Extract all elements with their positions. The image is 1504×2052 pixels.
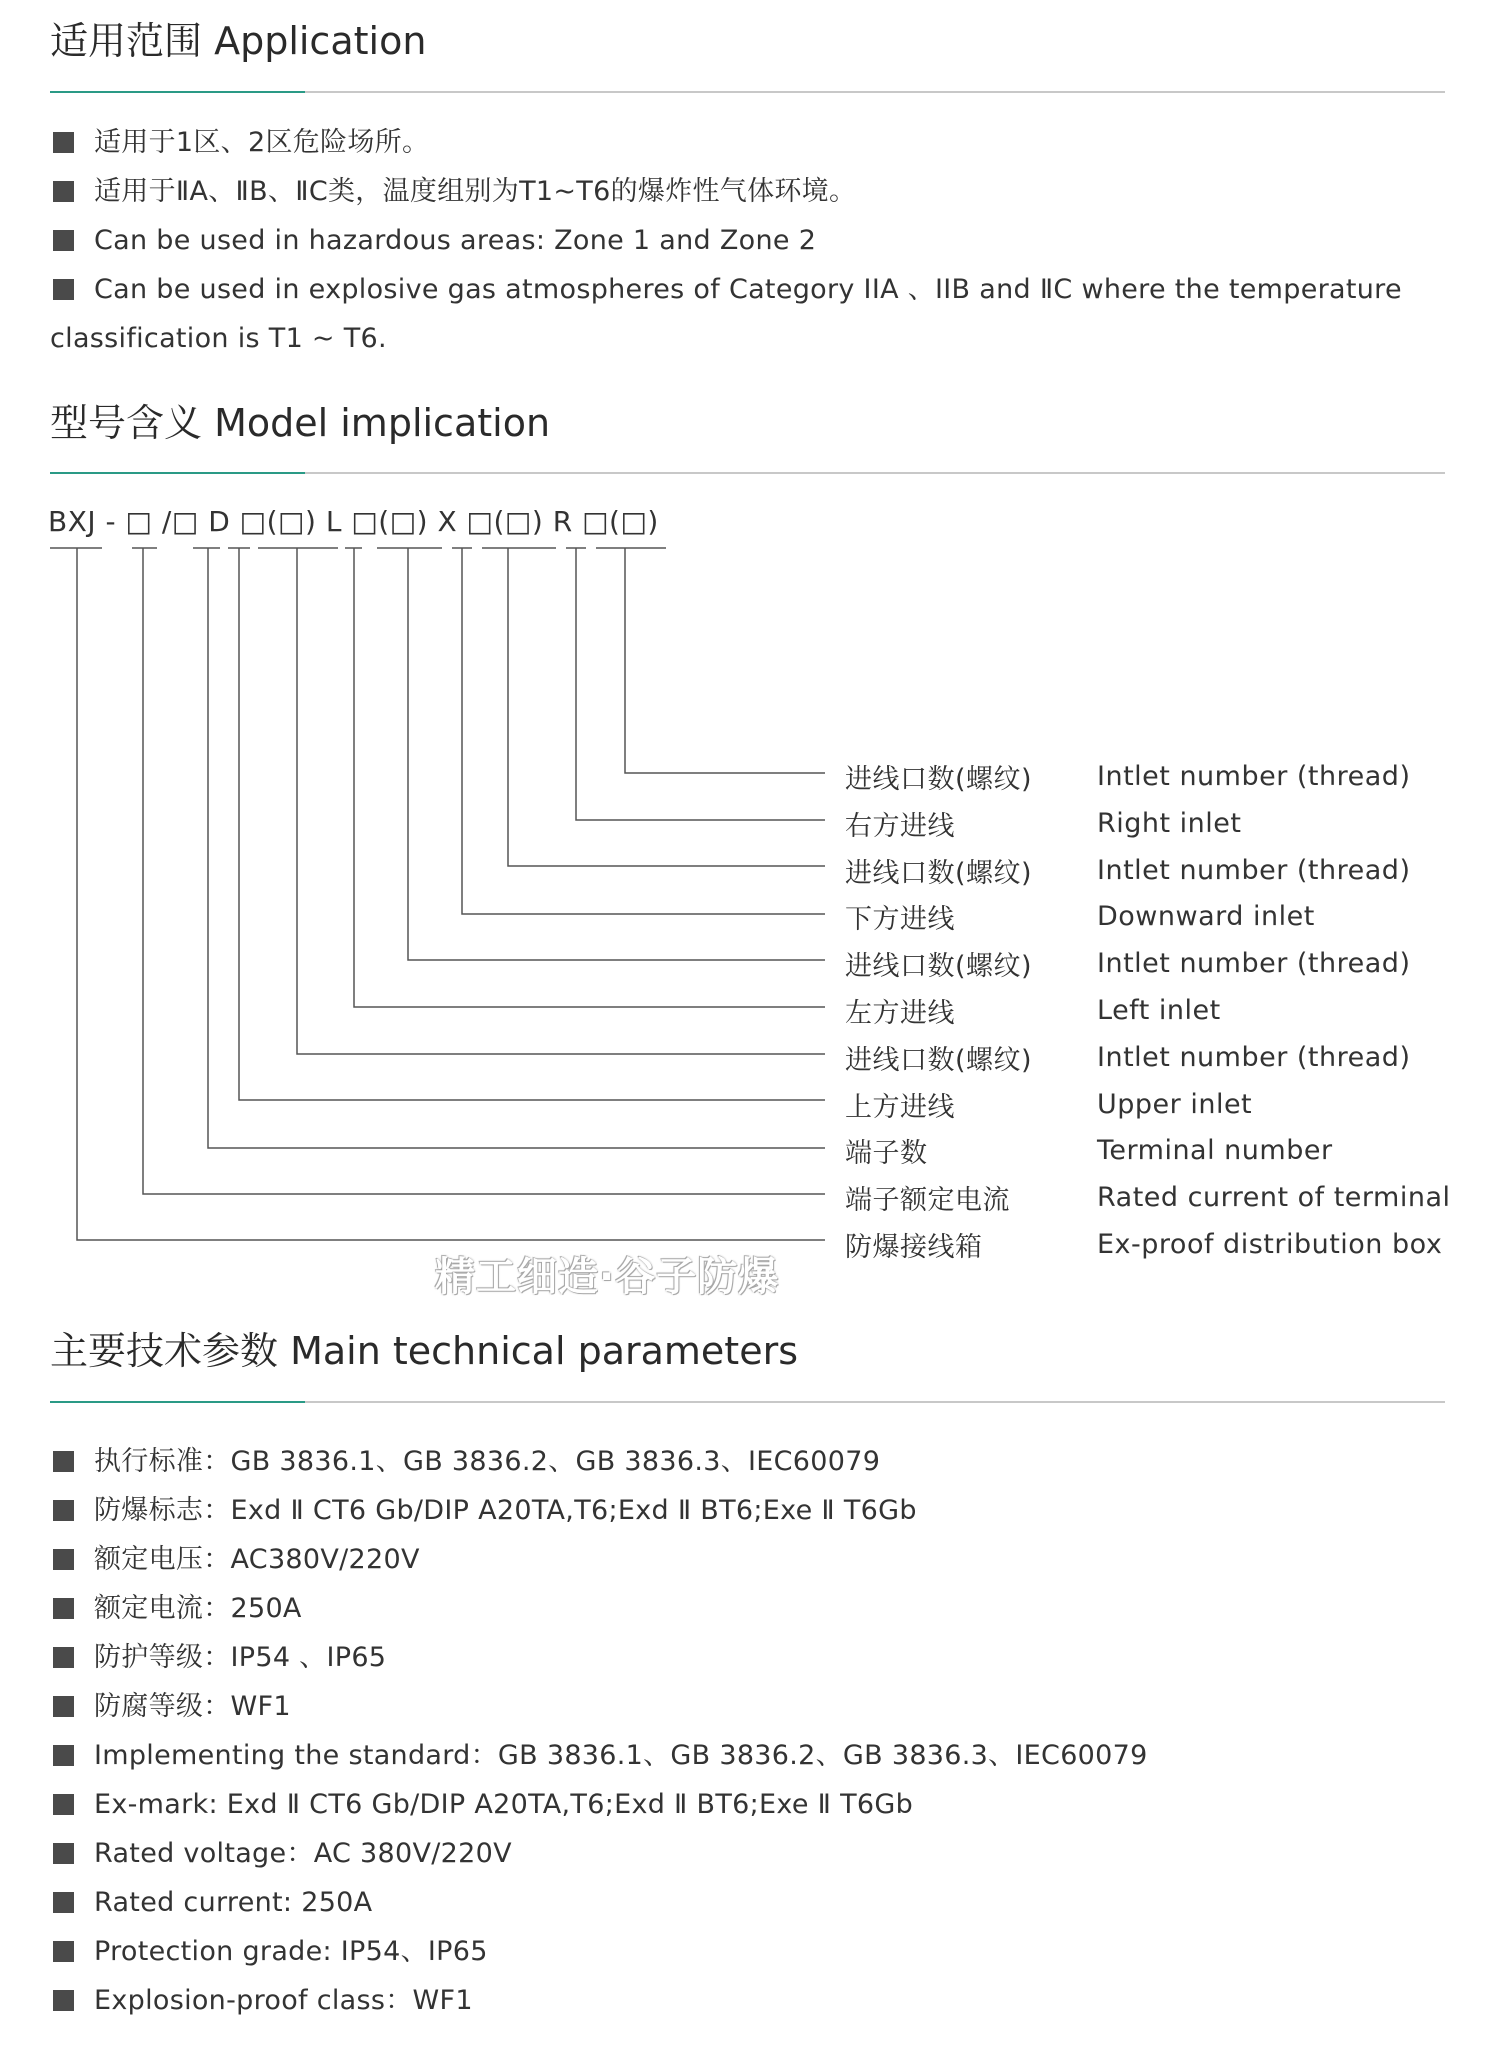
square-bullet-icon <box>53 1990 74 2011</box>
square-bullet-icon <box>53 1843 74 1864</box>
label-en: Terminal number <box>1097 1135 1333 1166</box>
label-en: Right inlet <box>1097 808 1242 839</box>
list-item: Ex-mark: Exd Ⅱ CT6 Gb/DIP A20TA,T6;Exd Ⅱ BT6;Exe Ⅱ T6Gb <box>50 1780 1450 1829</box>
leader-line <box>143 548 825 1194</box>
list-item: 防护等级：IP54 、IP65 <box>50 1633 1450 1682</box>
label-cn: 防爆接线箱 <box>845 1232 983 1263</box>
square-bullet-icon <box>53 1598 74 1619</box>
watermark: 精工细造·谷子防爆 <box>435 1254 780 1300</box>
list-item: 执行标准：GB 3836.1、GB 3836.2、GB 3836.3、IEC60079 <box>50 1437 1450 1486</box>
list-item: Protection grade: IP54、IP65 <box>50 1927 1450 1976</box>
leader-line <box>508 548 825 866</box>
params-divider <box>50 1401 1445 1403</box>
label-en: Upper inlet <box>1097 1089 1253 1120</box>
leader-line <box>625 548 825 773</box>
leader-line <box>239 548 825 1100</box>
label-en: Intlet number (thread) <box>1097 855 1411 886</box>
square-bullet-icon <box>53 1745 74 1766</box>
label-cn: 端子额定电流 <box>845 1185 1010 1216</box>
label-en: Rated current of terminal <box>1097 1182 1451 1213</box>
leader-line <box>77 548 825 1240</box>
leader-line <box>297 548 825 1054</box>
list-item: 额定电流：250A <box>50 1584 1450 1633</box>
leader-line <box>208 548 825 1148</box>
leader-line <box>462 548 825 914</box>
label-en: Intlet number (thread) <box>1097 1042 1411 1073</box>
list-item: Implementing the standard：GB 3836.1、GB 3836.2、GB 3836.3、IEC60079 <box>50 1731 1450 1780</box>
list-item: 防腐等级：WF1 <box>50 1682 1450 1731</box>
square-bullet-icon <box>53 1696 74 1717</box>
leader-line <box>408 548 825 960</box>
list-item: 额定电压：AC380V/220V <box>50 1535 1450 1584</box>
list-item: Can be used in explosive gas atmospheres of Category IIA 、IIB and ⅡC where the temperature classification is T1 ~ T6. <box>50 274 1402 354</box>
label-cn: 右方进线 <box>845 811 955 842</box>
params-title: 主要技术参数 Main technical parameters <box>50 1329 798 1373</box>
square-bullet-icon <box>53 1794 74 1815</box>
square-bullet-icon <box>53 1941 74 1962</box>
list-item: Rated current: 250A <box>50 1878 1450 1927</box>
square-bullet-icon <box>53 1451 74 1472</box>
square-bullet-icon <box>53 1892 74 1913</box>
label-cn: 进线口数(螺纹) <box>845 951 1033 982</box>
label-en: Intlet number (thread) <box>1097 948 1411 979</box>
label-cn: 进线口数(螺纹) <box>845 1045 1033 1076</box>
square-bullet-icon <box>53 1647 74 1668</box>
list-item: 防爆标志：Exd Ⅱ CT6 Gb/DIP A20TA,T6;Exd Ⅱ BT6;Exe Ⅱ T6Gb <box>50 1486 1450 1535</box>
list-item: 适用于1区、2区危险场所。 <box>50 118 1450 167</box>
square-bullet-icon <box>53 1549 74 1570</box>
divider-accent <box>50 1401 305 1403</box>
label-cn: 下方进线 <box>845 904 955 935</box>
label-en: Ex-proof distribution box <box>1097 1229 1443 1260</box>
label-en: Left inlet <box>1097 995 1221 1026</box>
model-code: BXJ - □ /□ D □(□) L □(□) X □(□) R □(□) <box>48 505 659 538</box>
list-item: 适用于ⅡA、ⅡB、ⅡC类，温度组别为T1~T6的爆炸性气体环境。 <box>50 167 1450 216</box>
list-item: Can be used in hazardous areas: Zone 1 and Zone 2 <box>50 216 1450 265</box>
list-item: Rated voltage：AC 380V/220V <box>50 1829 1450 1878</box>
params-list <box>50 1437 1450 2025</box>
label-cn: 上方进线 <box>845 1092 955 1123</box>
label-cn: 进线口数(螺纹) <box>845 858 1033 889</box>
list-item: Explosion-proof class：WF1 <box>50 1976 1450 2025</box>
application-title: 适用范围 Application <box>50 19 427 63</box>
label-en: Intlet number (thread) <box>1097 761 1411 792</box>
leader-line <box>354 548 825 1007</box>
label-en: Downward inlet <box>1097 901 1315 932</box>
label-cn: 端子数 <box>845 1138 928 1169</box>
label-cn: 进线口数(螺纹) <box>845 764 1033 795</box>
leader-line <box>576 548 825 820</box>
model-title: 型号含义 Model implication <box>50 401 551 445</box>
square-bullet-icon <box>53 1500 74 1521</box>
label-cn: 左方进线 <box>845 998 955 1029</box>
